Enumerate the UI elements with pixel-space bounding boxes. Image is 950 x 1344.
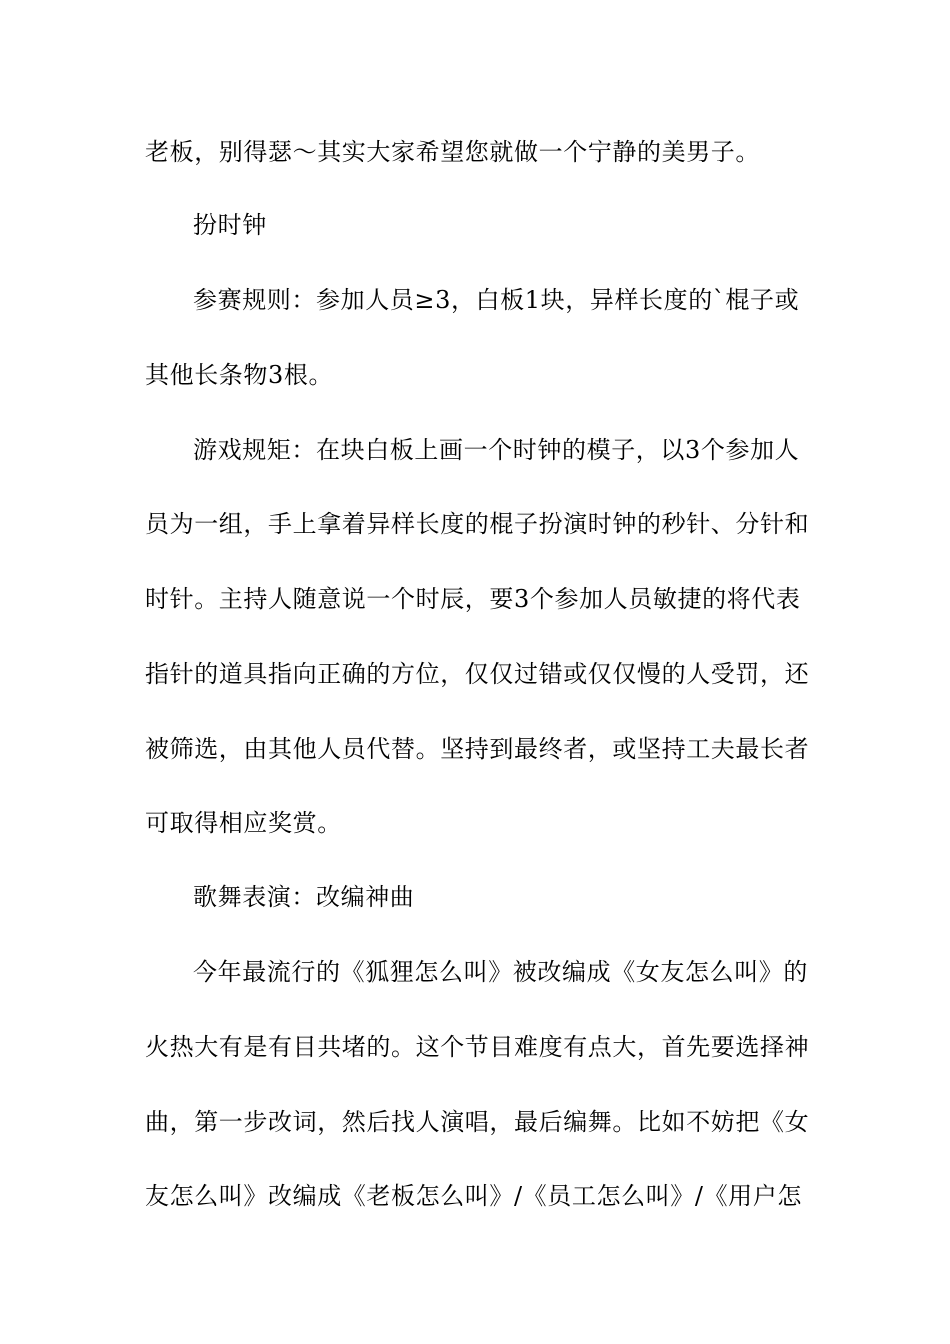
paragraph-line: 友怎么叫》改编成《老板怎么叫》/《员工怎么叫》/《用户怎 — [145, 1182, 802, 1210]
paragraph-line: 员为一组，手上拿着异样长度的棍子扮演时钟的秒针、分针和 — [145, 510, 810, 538]
paragraph-line: 可取得相应奖赏。 — [145, 809, 342, 837]
paragraph-line: 被筛选，由其他人员代替。坚持到最终者，或坚持工夫最长者 — [145, 735, 810, 763]
paragraph-line: 其他长条物3根。 — [145, 361, 334, 389]
paragraph-line: 今年最流行的《狐狸怎么叫》被改编成《女友怎么叫》的 — [193, 958, 808, 986]
paragraph-line: 参赛规则：参加人员≥3，白板1块，异样长度的`棍子或 — [193, 286, 800, 314]
paragraph-line: 老板，别得瑟～其实大家希望您就做一个宁静的美男子。 — [145, 138, 760, 166]
paragraph-line: 游戏规矩：在块白板上画一个时钟的模子，以3个参加人 — [193, 436, 800, 464]
section-heading: 扮时钟 — [193, 211, 267, 239]
paragraph-line: 曲，第一步改词，然后找人演唱，最后编舞。比如不妨把《女 — [145, 1108, 810, 1136]
section-heading: 歌舞表演：改编神曲 — [193, 883, 415, 911]
paragraph-line: 指针的道具指向正确的方位，仅仅过错或仅仅慢的人受罚，还 — [145, 660, 810, 688]
paragraph-line: 时针。主持人随意说一个时辰，要3个参加人员敏捷的将代表 — [145, 585, 801, 613]
paragraph-line: 火热大有是有目共堵的。这个节目难度有点大，首先要选择神 — [145, 1033, 810, 1061]
